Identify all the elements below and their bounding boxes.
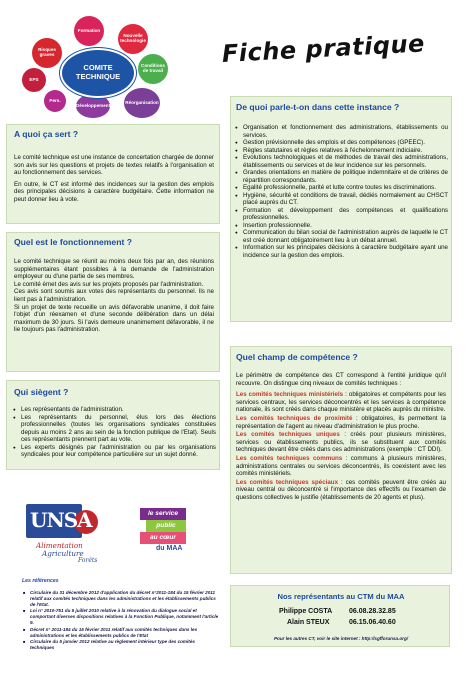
- siegent-item: ● Les experts désignés par l'administration ou par les organisations syndicales pour leur compétence particulière sur un sujet donné.: [12, 444, 216, 459]
- competence-intro: Le périmètre de compétence des CT correspond à l'entité juridique qu'il recouvre. On distingue cinq niveaux de comités techniques :: [236, 372, 446, 387]
- fonctionnement-paragraph: Ces avis sont soumis aux votes des représentants du personnel. Ils ne lient pas à l'administration.: [14, 288, 214, 303]
- competence-level-text: : ces comités peuvent être créés au niveau central ou déconcentré si l'importance des effectifs ou l'examen de questions collectives le justifie (établissements de 20 agents et plus).: [236, 478, 446, 501]
- section-a-quoi-body: [14, 154, 214, 208]
- logo-bubble-eps: EPS: [22, 68, 46, 92]
- parle-item: ● Grandes orientations en matière de politique indemnitaire et de critères de répartition correspondants.: [234, 169, 448, 184]
- service-public-line1: le service: [140, 508, 186, 520]
- parle-item: ● Communication du bilan social de l'administration auprès de laquelle le CT est créé donnant obligatoirement lieu à un débat annuel.: [234, 229, 448, 244]
- logo-bubble-formation: Formation: [74, 16, 104, 46]
- section-parle-list: [234, 124, 448, 259]
- logo-bubble-conditions: Conditions de travail: [138, 54, 168, 84]
- parle-item: ● Insertion professionnelle.: [234, 222, 448, 230]
- logo-center-line2: TECHNIQUE: [75, 72, 121, 81]
- service-public-line4: du MAA: [156, 545, 183, 552]
- logo-bubble-risques: Risques graves: [32, 38, 62, 68]
- parle-item: ● Gestion prévisionnelle des emplois et des compétences (GPEEC).: [234, 139, 448, 147]
- references-title: Les références: [22, 578, 59, 584]
- section-fonctionnement-title: Quel est le fonctionnement ?: [14, 237, 132, 247]
- siegent-item: ● Les représentants de l'administration.: [12, 406, 216, 414]
- logo-bubble-reorganisation: Réorganisation: [124, 88, 160, 118]
- representative-name: Alain STEUX: [287, 619, 330, 626]
- competence-level: [236, 479, 446, 502]
- fonctionnement-paragraph: Le comité émet des avis sur les projets proposés par l'administration.: [14, 280, 204, 288]
- reference-item: ■ Décret n° 2011-184 du 15 février 2011 relatif aux comités techniques dans les administrations et les établissements publics de l'Etat: [22, 627, 220, 639]
- parle-item: ● Hygiène, sécurité et conditions de travail, dédiés normalement au CHSCT placé auprès du CT.: [234, 192, 448, 207]
- logo-center-line1: COMITE: [83, 63, 113, 73]
- unsa-logo-line1: Alimentation: [36, 541, 83, 550]
- parle-item: ● Information sur les principales décisions à caractère budgétaire ayant une incidence sur la gestion des emplois.: [234, 244, 448, 259]
- fonctionnement-paragraph: Si un projet de texte recueille un avis défavorable unanime, il doit faire l'objet d'un réexamen et d'une seconde délibération dans un délai maximum de 30 jours. Si l'avis demeure unanimement défavorable, il ne lie toujours pas l'administration.: [14, 303, 214, 334]
- a-quoi-paragraph: En outre, le CT est informé des incidences sur la gestion des emplois des principales décisions à caractère budgétaire. Cette information ne peut donner lieu à vote.: [14, 180, 214, 203]
- parle-item: ● Egalité professionnelle, parité et lutte contre toutes les discriminations.: [234, 184, 448, 192]
- unsa-logo-text: UNSA: [30, 508, 92, 532]
- competence-level: [236, 415, 446, 430]
- competence-level-name: Les comités techniques de proximité: [236, 414, 353, 422]
- fonctionnement-paragraph: Le comité technique se réunit au moins deux fois par an, des réunions supplémentaires étant possibles à la demande de l'administration employeur ou d'une partie de ses membres.: [14, 258, 214, 281]
- representatives-footer: Pour les autres CT, voir le site internet : http://sgfforunsa.org/: [273, 636, 409, 641]
- parle-item: ● Formation et développement des compétences et qualifications professionnelles.: [234, 207, 448, 222]
- representative-name: Philippe COSTA: [279, 608, 333, 615]
- service-public-logo: [140, 508, 200, 560]
- section-a-quoi-title: A quoi ça sert ?: [14, 129, 79, 139]
- reference-item: ■ Circulaire du 5 janvier 2012 relative au règlement intérieur type des comités techniques: [22, 639, 220, 651]
- competence-level-name: Les comités techniques spéciaux: [236, 478, 339, 486]
- competence-level: [236, 391, 446, 414]
- section-siegent-title: Qui siègent ?: [14, 387, 69, 397]
- representatives-box: [230, 585, 450, 647]
- unsa-logo: [26, 504, 114, 566]
- reference-item: ■ Circulaire du 31 décembre 2012 d'application du décret n°2011-184 du 15 février 2011 relatif aux comités techniques dans les administrations et les établissements publics de l'Etat.: [22, 590, 220, 607]
- representative-phone: 06.15.06.40.60: [349, 619, 396, 626]
- representative-phone: 06.08.28.32.85: [349, 608, 396, 615]
- competence-level-name: Les comités techniques ministériels: [236, 391, 344, 399]
- competence-level: [236, 431, 446, 454]
- section-competence-title: Quel champ de compétence ?: [236, 352, 358, 362]
- competence-level-name: Les comités techniques uniques: [236, 431, 340, 439]
- parle-item: ● Règles statutaires et règles relatives à l'échelonnement indiciaire.: [234, 147, 448, 155]
- service-public-line2: public: [146, 520, 186, 532]
- logo-center: [60, 48, 136, 98]
- competence-level-text: : obligatoires, ils permettent la représentation de l'agent au niveau d'administration le plus proche.: [236, 414, 447, 430]
- parle-item: ● Evolutions technologiques et de méthodes de travail des administrations, établissements ou services et de leur incidence sur les personnels.: [234, 154, 448, 169]
- section-fonctionnement-body: [14, 258, 214, 334]
- competence-level-text: : créés pour plusieurs ministères, services ou établissements publics, ils se substituent aux comités techniques devant être créés dans ces administrations (exemple : CT DDI).: [236, 431, 446, 454]
- competence-level-text: : communs à plusieurs ministères, administrations centrales ou services déconcentrés, ils coexistent avec les comités ministériels.: [236, 454, 446, 478]
- siegent-item: ● Les représentants du personnel, élus lors des élections professionnelles (toutes les organisations syndicales constituées depuis au moins 2 ans au sein de la fonction publique de l'Etat). Seuls ces représentants prennent part au vote.: [12, 414, 216, 444]
- references-list: [22, 590, 220, 652]
- section-parle-title: De quoi parle-t-on dans cette instance ?: [236, 102, 400, 112]
- a-quoi-paragraph: Le comité technique est une instance de concertation chargée de donner son avis sur les questions et projets de textes relatifs à l'organisation et au fonctionnement des services.: [14, 154, 214, 177]
- reference-item: ■ Loi n° 2010-751 du 5 juillet 2010 relative à la rénovation du dialogue social et comportant diverses dispositions relatives à la Fonction Publique, notamment l'article 9.: [22, 608, 220, 625]
- representatives-title: Nos représentants au CTM du MAA: [277, 592, 405, 601]
- service-public-line3: au cœur: [140, 532, 186, 544]
- parle-item: ● Organisation et fonctionnement des administrations, établissements ou services.: [234, 124, 448, 139]
- section-siegent-list: [12, 406, 216, 459]
- comite-technique-logo: [20, 10, 170, 120]
- unsa-logo-line3: Forêts: [78, 557, 98, 564]
- page-title: Fiche pratique: [221, 29, 426, 68]
- competence-level: [236, 455, 446, 478]
- competence-level-name: Les comités techniques communs: [236, 454, 343, 462]
- competence-level-text: : obligatoires et compétents pour les services centraux, les services déconcentrés et les services à compétence nationale, ils sont créés dans chaque ministère et placés auprès du ministre.: [236, 391, 446, 414]
- logo-bubble-technologie: Nouvelle technologie: [118, 24, 148, 54]
- unsa-logo-line2: Agriculture: [42, 549, 84, 558]
- logo-bubble-pers: Pers.: [44, 90, 66, 112]
- logo-bubble-developpement: Développement: [76, 94, 110, 118]
- section-competence-body: [236, 372, 446, 503]
